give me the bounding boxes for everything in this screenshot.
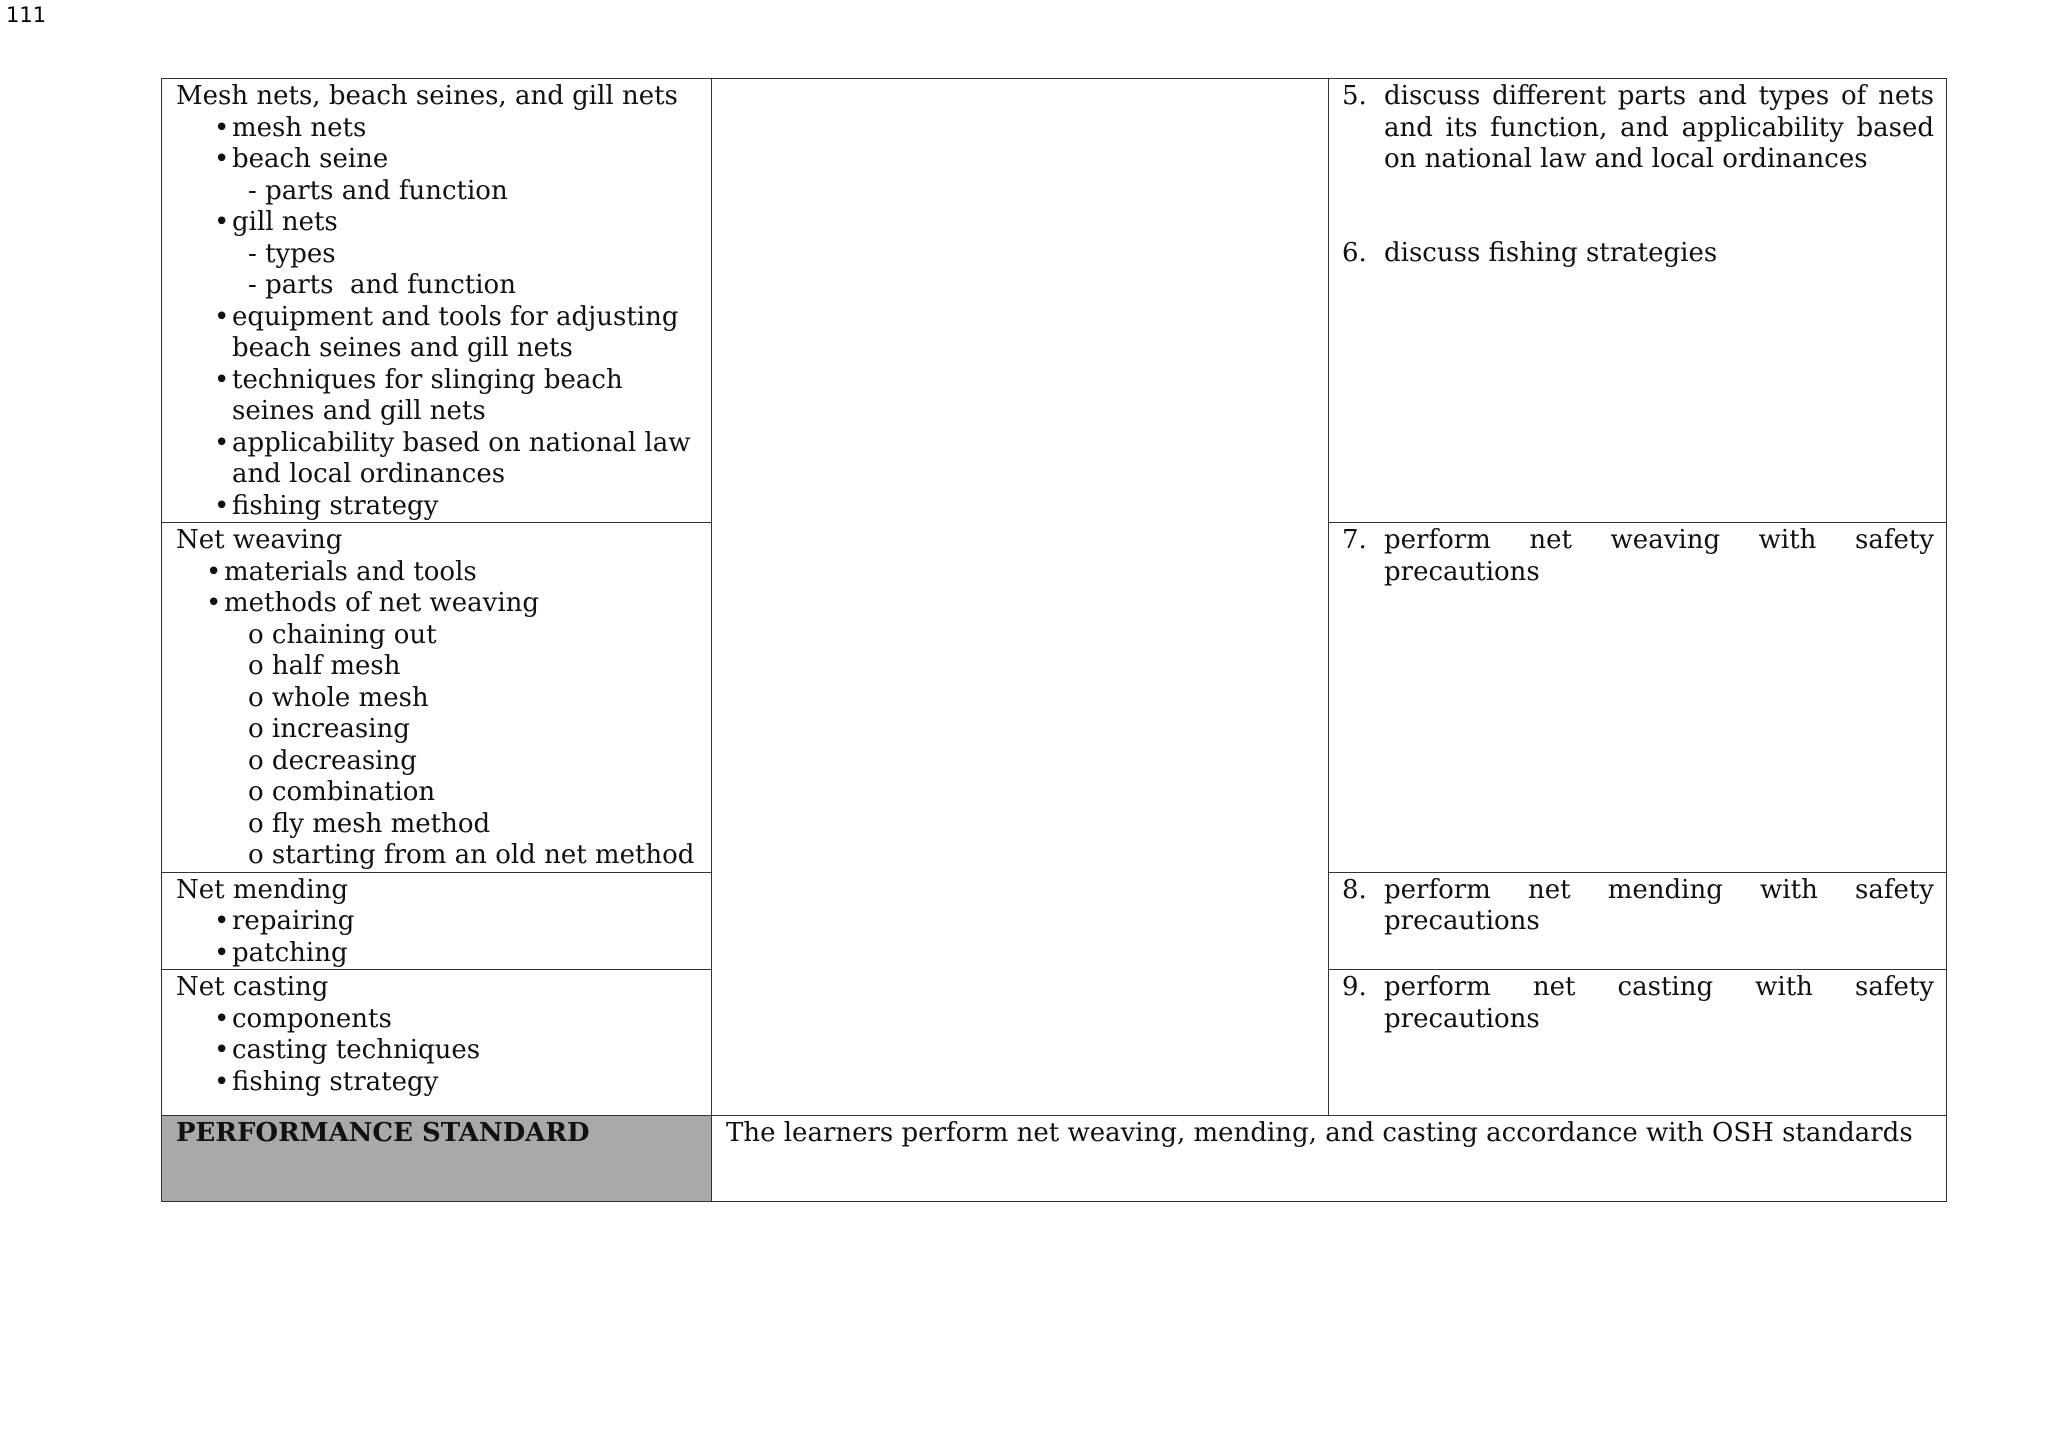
performance-standard-label: PERFORMANCE STANDARD	[162, 1116, 712, 1202]
table-row	[162, 79, 1947, 523]
sub-list	[224, 620, 703, 872]
competency-item	[1342, 238, 1934, 270]
competency-text: discuss different parts and types of nets and its function, and applicability based on national law and local ordinances	[1384, 81, 1934, 174]
content-heading: Net mending	[176, 874, 348, 905]
competency-number: 8.	[1342, 874, 1367, 905]
list-item: • fishing strategy	[214, 1067, 703, 1099]
sub-list	[232, 239, 703, 302]
competency-text: discuss fishing strategies	[1384, 237, 1718, 268]
content-cell	[162, 872, 712, 970]
sub-list-item: o half mesh	[248, 651, 703, 683]
content-heading: Mesh nets, beach seines, and gill nets	[176, 81, 678, 111]
list-item: • casting techniques	[214, 1035, 703, 1067]
content-bullets	[176, 113, 703, 523]
competency-text: perform net weaving with safety precautions	[1384, 525, 1934, 587]
list-item: • materials and tools	[206, 557, 703, 589]
competency-item	[1342, 525, 1934, 588]
content-bullets	[176, 906, 703, 969]
competency-item	[1342, 875, 1934, 938]
list-item: • equipment and tools for adjusting beach seines and gill nets	[214, 302, 703, 365]
competency-cell	[1329, 79, 1947, 523]
sub-list-item: o combination	[248, 777, 703, 809]
sub-list-item: - parts and function	[248, 270, 703, 302]
sub-list-item: o decreasing	[248, 746, 703, 778]
performance-standard-text: The learners perform net weaving, mending, and casting accordance with OSH standards	[712, 1116, 1947, 1202]
competency-cell	[1329, 970, 1947, 1116]
competency-number: 6.	[1342, 237, 1367, 268]
competency-cell	[1329, 872, 1947, 970]
list-item: • patching	[214, 938, 703, 970]
sub-list-item: o whole mesh	[248, 683, 703, 715]
sub-list-item: - parts and function	[248, 176, 703, 208]
content-heading: Net casting	[176, 972, 329, 1002]
list-item: • mesh nets	[214, 113, 703, 145]
page-number: 111	[6, 3, 47, 27]
competency-text: perform net casting with safety precautions	[1384, 972, 1934, 1034]
sub-list	[232, 176, 703, 208]
list-item: • techniques for slinging beach seines and gill nets	[214, 365, 703, 428]
sub-list-item: o increasing	[248, 714, 703, 746]
sub-list-item: - types	[248, 239, 703, 271]
competency-item	[1342, 972, 1934, 1035]
competency-number: 9.	[1342, 972, 1367, 1002]
content-bullets	[176, 1004, 703, 1099]
list-item: • repairing	[214, 906, 703, 938]
sub-list-item: o starting from an old net method	[248, 840, 703, 872]
competency-text: perform net mending with safety precautions	[1384, 874, 1934, 936]
list-item: • methods of net weaving o chaining out o half mesh o whole mesh o increasing o decreasing o combination o fly mesh method o starting from an old net method	[206, 588, 703, 872]
content-cell	[162, 79, 712, 523]
content-standard-cell	[712, 79, 1329, 1116]
list-item: • gill nets - types - parts and function	[214, 207, 703, 302]
sub-list-item: o fly mesh method	[248, 809, 703, 841]
competency-number: 5.	[1342, 81, 1367, 111]
content-cell	[162, 970, 712, 1116]
content-cell	[162, 523, 712, 873]
performance-standard-row	[162, 1116, 1947, 1202]
list-item: • components	[214, 1004, 703, 1036]
content-heading: Net weaving	[176, 525, 343, 555]
list-item: • applicability based on national law and local ordinances	[214, 428, 703, 491]
sub-list-item: o chaining out	[248, 620, 703, 652]
competency-number: 7.	[1342, 525, 1367, 555]
content-bullets	[176, 557, 703, 872]
curriculum-table	[161, 78, 1947, 1202]
competency-item	[1342, 81, 1934, 176]
list-item: • fishing strategy	[214, 491, 703, 523]
competency-cell	[1329, 523, 1947, 873]
list-item: • beach seine - parts and function	[214, 144, 703, 207]
